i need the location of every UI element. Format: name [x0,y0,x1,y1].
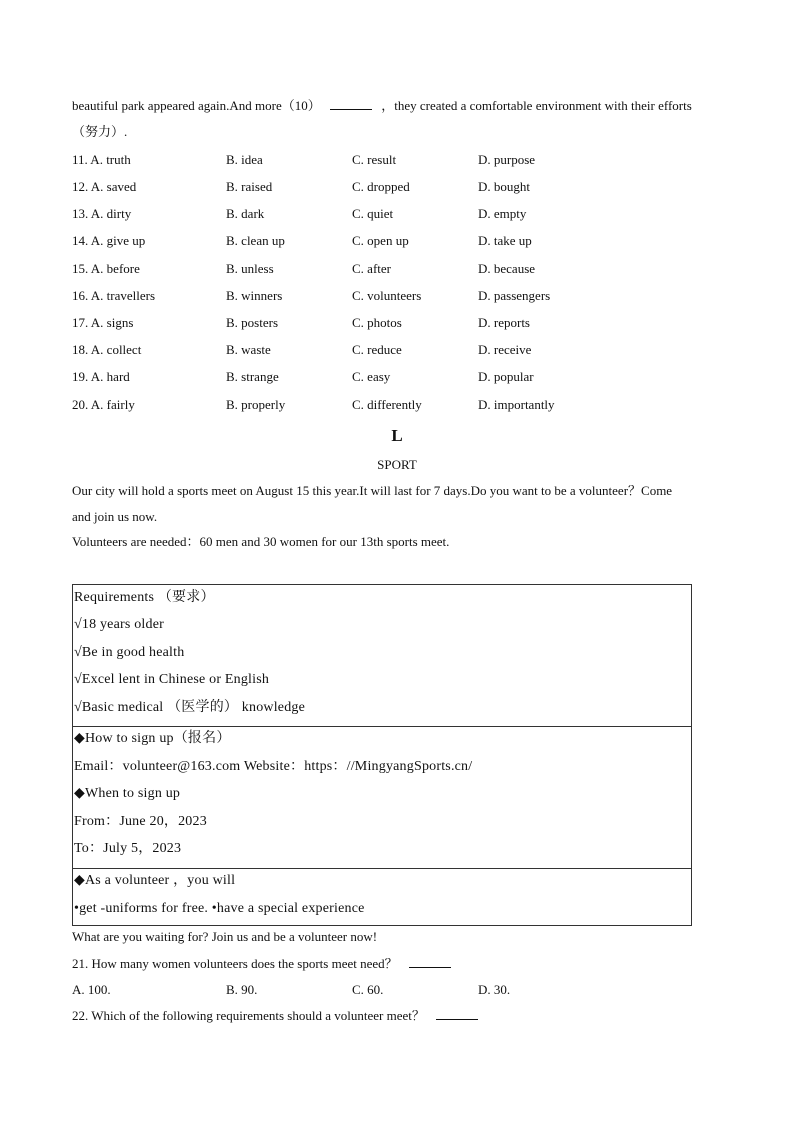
option-d[interactable]: D. take up [478,233,532,248]
option-a[interactable]: 20. A. fairly [72,397,135,412]
option-a[interactable]: 16. A. travellers [72,288,156,303]
option-b[interactable]: B. unless [226,261,274,276]
paragraph-text: ，they created a comfortable environment with their efforts [381,98,692,113]
option-d[interactable]: D. receive [478,342,532,357]
question-row-13 [72,205,732,223]
option-d[interactable]: D. passengers [478,288,551,303]
option-a[interactable]: 12. A. saved [72,179,137,194]
requirement-language: √Excel lent in Chinese or English [74,672,270,687]
option-c[interactable]: C. photos [352,315,402,330]
question-text: 21. How many women volunteers does the sports meet need？ [72,956,398,971]
question-row-11 [72,151,732,169]
option-b[interactable]: B. strange [226,369,279,384]
sign-up-from-date: From：June 20，2023 [74,814,207,829]
paragraph-end-line2: （努力）. [72,124,128,139]
option-d[interactable]: D. 30. [478,982,511,997]
option-c[interactable]: C. after [352,261,391,276]
option-b[interactable]: B. winners [226,288,283,303]
requirements-section [73,585,691,726]
option-c[interactable]: C. volunteers [352,288,422,303]
requirement-health: √Be in good health [74,645,185,660]
contact-info: Email：volunteer@163.com Website：https：//MingyangSports.cn/ [74,759,473,774]
requirement-age: √18 years older [74,617,164,632]
question-row-20 [72,396,732,414]
volunteer-notice-box [72,584,692,926]
answer-blank-10[interactable] [330,96,372,110]
option-b[interactable]: B. raised [226,179,273,194]
passage-title: SPORT [377,457,417,472]
option-d[interactable]: D. purpose [478,152,536,167]
option-c[interactable]: C. easy [352,369,391,384]
option-b[interactable]: B. 90. [226,982,258,997]
paragraph-end-line1 [72,96,692,115]
option-a[interactable]: 11. A. truth [72,152,131,167]
option-d[interactable]: D. because [478,261,536,276]
paragraph-text: beautiful park appeared again.And more（10） [72,98,321,113]
question-row-19 [72,368,732,386]
option-a[interactable]: 15. A. before [72,261,140,276]
question-22-stem [72,1006,478,1025]
option-a[interactable]: 14. A. give up [72,233,146,248]
option-b[interactable]: B. idea [226,152,263,167]
requirements-title: Requirements （要求） [74,590,215,605]
sign-up-to-date: To：July 5，2023 [74,841,182,856]
question-row-15 [72,260,732,278]
option-a[interactable]: A. 100. [72,982,111,997]
as-volunteer-title: ◆As a volunteer ，you will [74,873,236,888]
option-c[interactable]: C. reduce [352,342,402,357]
option-c[interactable]: C. 60. [352,982,384,997]
question-row-14 [72,232,732,250]
passage-letter: L [391,426,403,445]
answer-blank-22[interactable] [436,1006,478,1020]
volunteer-benefits: •get -uniforms for free. •have a special experience [74,901,365,916]
question-row-16 [72,287,732,305]
question-text: 22. Which of the following requirements should a volunteer meet？ [72,1008,425,1023]
option-c[interactable]: C. result [352,152,397,167]
passage-intro-line2: and join us now. [72,509,158,524]
option-d[interactable]: D. reports [478,315,530,330]
passage-intro-line3: Volunteers are needed：60 men and 30 women for our 13th sports meet. [72,534,450,549]
option-d[interactable]: D. importantly [478,397,555,412]
answer-blank-21[interactable] [409,954,451,968]
volunteer-benefits-section [73,868,691,925]
question-21-stem [72,954,451,973]
option-b[interactable]: B. dark [226,206,265,221]
option-c[interactable]: C. differently [352,397,422,412]
option-c[interactable]: C. quiet [352,206,394,221]
option-b[interactable]: B. waste [226,342,271,357]
option-a[interactable]: 13. A. dirty [72,206,132,221]
closing-line: What are you waiting for? Join us and be a volunteer now! [72,929,378,944]
how-to-sign-up-title: ◆How to sign up（报名） [74,731,231,746]
question-21-options [72,981,732,999]
question-row-17 [72,314,732,332]
option-d[interactable]: D. bought [478,179,530,194]
option-b[interactable]: B. posters [226,315,278,330]
when-to-sign-up-title: ◆When to sign up [74,786,181,801]
requirement-medical: √Basic medical （医学的） knowledge [74,700,306,715]
option-c[interactable]: C. dropped [352,179,410,194]
passage-intro-line1: Our city will hold a sports meet on August 15 this year.It will last for 7 days.Do you want to be a volunteer？Come [72,483,673,498]
question-row-12 [72,178,732,196]
option-d[interactable]: D. popular [478,369,534,384]
option-d[interactable]: D. empty [478,206,527,221]
option-b[interactable]: B. properly [226,397,286,412]
option-a[interactable]: 17. A. signs [72,315,134,330]
option-b[interactable]: B. clean up [226,233,285,248]
option-c[interactable]: C. open up [352,233,409,248]
option-a[interactable]: 19. A. hard [72,369,130,384]
sign-up-section [73,726,691,868]
option-a[interactable]: 18. A. collect [72,342,142,357]
question-row-18 [72,341,732,359]
